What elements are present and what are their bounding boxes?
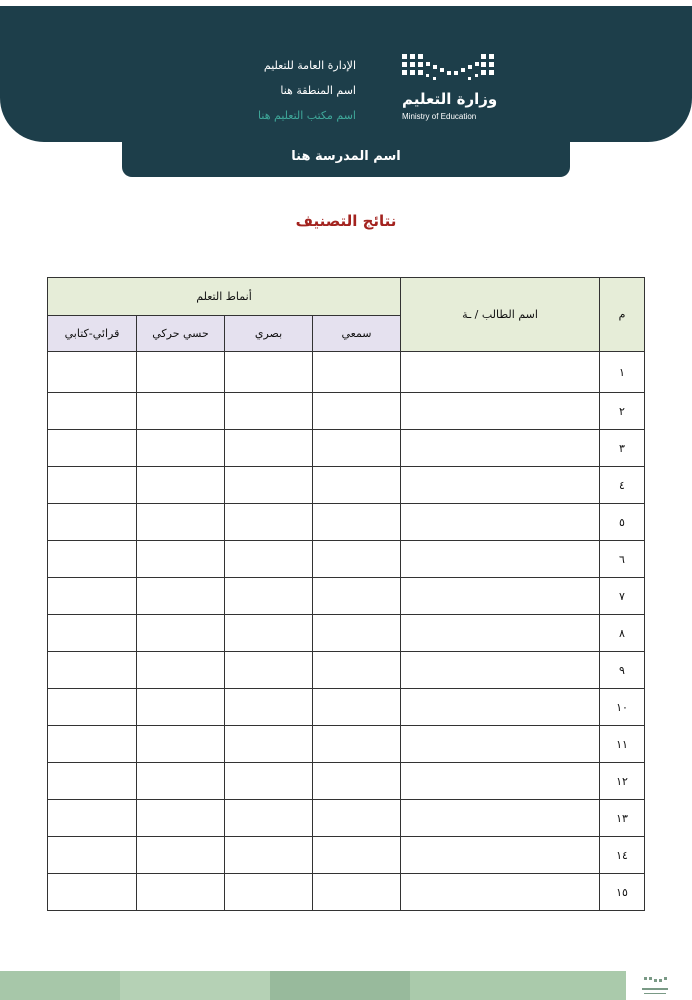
cell-auditory[interactable] — [313, 393, 401, 430]
cell-visual[interactable] — [225, 504, 313, 541]
cell-kinesthetic[interactable] — [137, 615, 225, 652]
cell-student-name[interactable] — [401, 541, 600, 578]
cell-student-name[interactable] — [401, 430, 600, 467]
cell-readwrite[interactable] — [48, 689, 137, 726]
cell-visual[interactable] — [225, 578, 313, 615]
cell-auditory[interactable] — [313, 689, 401, 726]
cell-visual[interactable] — [225, 726, 313, 763]
table-row — [48, 504, 645, 541]
cell-visual[interactable] — [225, 430, 313, 467]
cell-readwrite[interactable] — [48, 393, 137, 430]
row-number: ٢ — [600, 393, 645, 430]
cell-student-name[interactable] — [401, 352, 600, 393]
cell-auditory[interactable] — [313, 430, 401, 467]
cell-student-name[interactable] — [401, 874, 600, 911]
cell-visual[interactable] — [225, 652, 313, 689]
cell-kinesthetic[interactable] — [137, 393, 225, 430]
cell-kinesthetic[interactable] — [137, 689, 225, 726]
cell-kinesthetic[interactable] — [137, 800, 225, 837]
table-row — [48, 652, 645, 689]
table-row — [48, 763, 645, 800]
table-row — [48, 467, 645, 504]
page-header — [0, 6, 692, 142]
table-row — [48, 689, 645, 726]
cell-student-name[interactable] — [401, 652, 600, 689]
cell-kinesthetic[interactable] — [137, 504, 225, 541]
row-number: ١١ — [600, 726, 645, 763]
cell-student-name[interactable] — [401, 504, 600, 541]
cell-kinesthetic[interactable] — [137, 763, 225, 800]
cell-student-name[interactable] — [401, 689, 600, 726]
table-row — [48, 541, 645, 578]
cell-auditory[interactable] — [313, 352, 401, 393]
cell-readwrite[interactable] — [48, 800, 137, 837]
cell-auditory[interactable] — [313, 578, 401, 615]
row-number: ٨ — [600, 615, 645, 652]
learning-styles-header: أنماط التعلم — [48, 278, 401, 316]
row-number: ١٢ — [600, 763, 645, 800]
table-row — [48, 615, 645, 652]
school-name: اسم المدرسة هنا — [291, 149, 401, 164]
cell-student-name[interactable] — [401, 726, 600, 763]
cell-visual[interactable] — [225, 837, 313, 874]
cell-readwrite[interactable] — [48, 652, 137, 689]
cell-visual[interactable] — [225, 689, 313, 726]
cell-readwrite[interactable] — [48, 541, 137, 578]
cell-kinesthetic[interactable] — [137, 352, 225, 393]
ministry-name-en: Ministry of Education — [402, 112, 477, 121]
row-number: ١٥ — [600, 874, 645, 911]
cell-visual[interactable] — [225, 393, 313, 430]
style-header-readwrite: قرائي-كتابي — [48, 316, 137, 352]
cell-student-name[interactable] — [401, 578, 600, 615]
row-number: ١٠ — [600, 689, 645, 726]
office-name: اسم مكتب التعليم هنا — [258, 109, 356, 122]
row-number: ٣ — [600, 430, 645, 467]
row-number: ٥ — [600, 504, 645, 541]
row-number: ٩ — [600, 652, 645, 689]
cell-student-name[interactable] — [401, 393, 600, 430]
ministry-dots-icon — [402, 52, 502, 86]
cell-auditory[interactable] — [313, 467, 401, 504]
cell-visual[interactable] — [225, 763, 313, 800]
school-name-bar — [122, 136, 570, 177]
table-row — [48, 393, 645, 430]
table-row — [48, 726, 645, 763]
row-number: ١٤ — [600, 837, 645, 874]
table-row — [48, 578, 645, 615]
cell-student-name[interactable] — [401, 615, 600, 652]
cell-kinesthetic[interactable] — [137, 541, 225, 578]
cell-kinesthetic[interactable] — [137, 837, 225, 874]
cell-auditory[interactable] — [313, 837, 401, 874]
row-number: ٧ — [600, 578, 645, 615]
header-lines — [176, 53, 356, 128]
row-number: ١٣ — [600, 800, 645, 837]
cell-auditory[interactable] — [313, 541, 401, 578]
student-name-header: اسم الطالب / ـة — [401, 278, 600, 352]
cell-visual[interactable] — [225, 541, 313, 578]
style-header-auditory: سمعي — [313, 316, 401, 352]
cell-visual[interactable] — [225, 800, 313, 837]
ministry-name-ar: وزارة التعليم — [402, 90, 498, 108]
cell-kinesthetic[interactable] — [137, 430, 225, 467]
table-row — [48, 837, 645, 874]
cell-auditory[interactable] — [313, 874, 401, 911]
general-directorate: الإدارة العامة للتعليم — [263, 59, 356, 72]
cell-kinesthetic[interactable] — [137, 467, 225, 504]
classification-table — [47, 277, 645, 911]
cell-auditory[interactable] — [313, 615, 401, 652]
cell-visual[interactable] — [225, 615, 313, 652]
cell-auditory[interactable] — [313, 504, 401, 541]
cell-student-name[interactable] — [401, 800, 600, 837]
cell-readwrite[interactable] — [48, 467, 137, 504]
cell-visual[interactable] — [225, 467, 313, 504]
cell-student-name[interactable] — [401, 837, 600, 874]
cell-kinesthetic[interactable] — [137, 874, 225, 911]
cell-readwrite[interactable] — [48, 578, 137, 615]
cell-readwrite[interactable] — [48, 504, 137, 541]
cell-readwrite[interactable] — [48, 430, 137, 467]
cell-readwrite[interactable] — [48, 837, 137, 874]
cell-readwrite[interactable] — [48, 874, 137, 911]
cell-auditory[interactable] — [313, 726, 401, 763]
cell-visual[interactable] — [225, 352, 313, 393]
cell-readwrite[interactable] — [48, 726, 137, 763]
table-row — [48, 430, 645, 467]
footer-band — [0, 971, 626, 1000]
cell-auditory[interactable] — [313, 763, 401, 800]
cell-student-name[interactable] — [401, 467, 600, 504]
cell-visual[interactable] — [225, 874, 313, 911]
cell-readwrite[interactable] — [48, 352, 137, 393]
table-row — [48, 874, 645, 911]
cell-auditory[interactable] — [313, 652, 401, 689]
number-header: م — [600, 278, 645, 352]
row-number: ٤ — [600, 467, 645, 504]
style-header-visual: بصري — [225, 316, 313, 352]
cell-auditory[interactable] — [313, 800, 401, 837]
document-title: نتائج التصنيف — [295, 212, 397, 230]
table-row — [48, 800, 645, 837]
row-number: ١ — [600, 352, 645, 393]
cell-readwrite[interactable] — [48, 615, 137, 652]
row-number: ٦ — [600, 541, 645, 578]
cell-readwrite[interactable] — [48, 763, 137, 800]
region-name: اسم المنطقة هنا — [280, 84, 356, 97]
cell-kinesthetic[interactable] — [137, 652, 225, 689]
cell-kinesthetic[interactable] — [137, 578, 225, 615]
footer-ministry-logo-icon — [630, 974, 680, 998]
table-row — [48, 352, 645, 393]
ministry-logo — [402, 52, 502, 126]
style-header-kinesthetic: حسي حركي — [137, 316, 225, 352]
cell-kinesthetic[interactable] — [137, 726, 225, 763]
cell-student-name[interactable] — [401, 763, 600, 800]
table-body — [48, 352, 645, 911]
